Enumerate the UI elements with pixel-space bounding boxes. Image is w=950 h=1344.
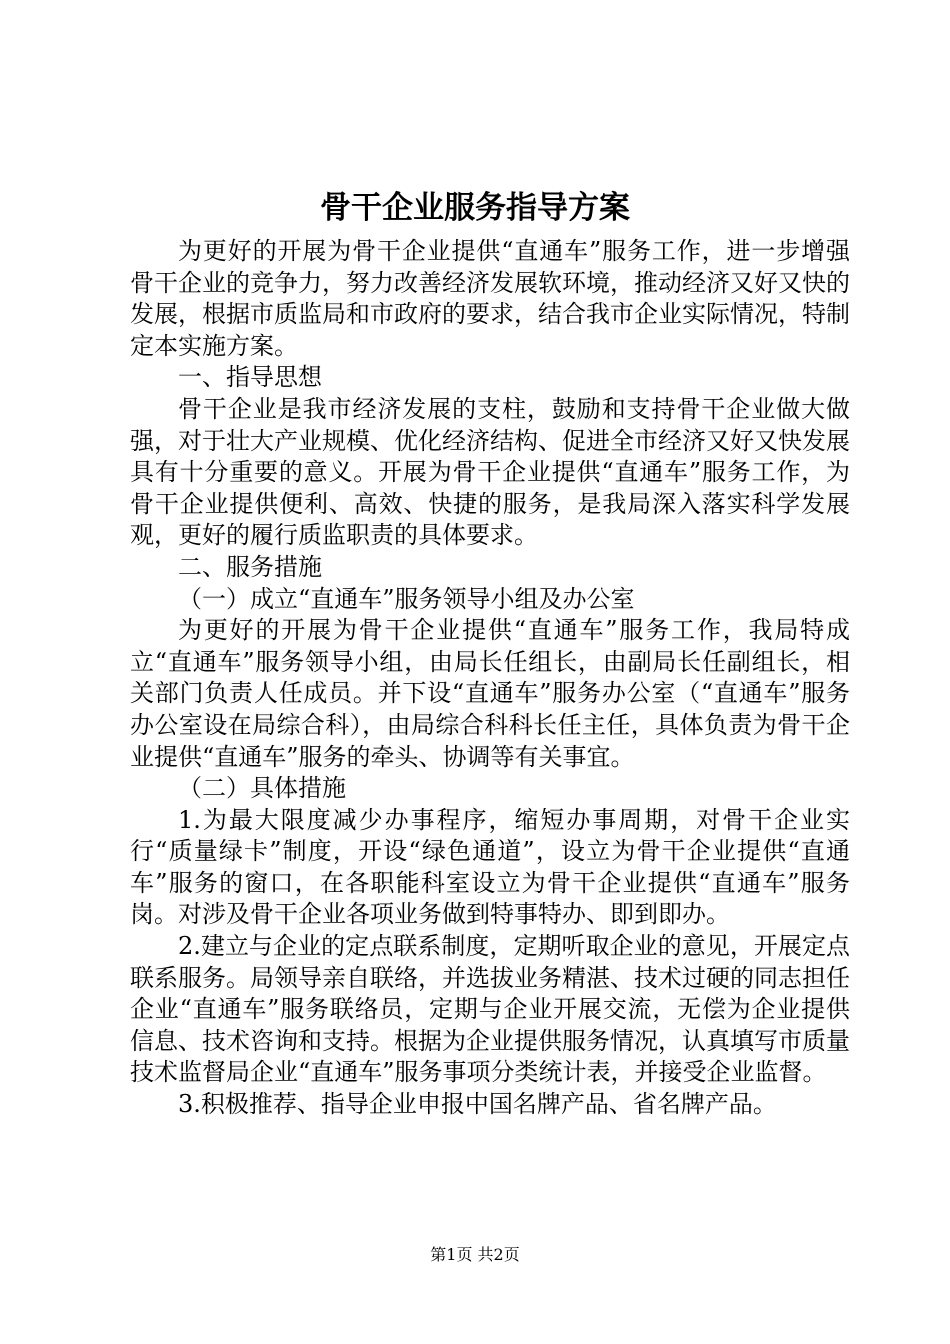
document-body	[130, 236, 850, 1121]
subsection-heading-leading-group: （一）成立“直通车”服务领导小组及办公室	[178, 584, 635, 613]
measure-item-1: 1.为最大限度减少办事程序，缩短办事周期，对骨干企业实行“质量绿卡”制度，开设“绿色通道”，设立为骨干企业提供“直通车”服务的窗口，在各职能科室设立为骨干企业提供“直通车”服务岗。对涉及骨干企业各项业务做到特事特办、即到即办。	[130, 805, 850, 929]
document-title: 骨干企业服务指导方案	[320, 190, 630, 226]
measure-item-3: 3.积极推荐、指导企业申报中国名牌产品、省名牌产品。	[178, 1090, 777, 1119]
guiding-ideology-paragraph: 骨干企业是我市经济发展的支柱，鼓励和支持骨干企业做大做强，对于壮大产业规模、优化经济结构、促进全市经济又好又快发展具有十分重要的意义。开展为骨干企业提供“直通车”服务工作，为骨干企业提供便利、高效、快捷的服务，是我局深入落实科学发展观，更好的履行质监职责的具体要求。	[130, 394, 850, 550]
measure-item-2: 2.建立与企业的定点联系制度，定期听取企业的意见，开展定点联系服务。局领导亲自联络，并选拔业务精湛、技术过硬的同志担任企业“直通车”服务联络员，定期与企业开展交流，无偿为企业提供信息、技术咨询和支持。根据为企业提供服务情况，认真填写市质量技术监督局企业“直通车”服务事项分类统计表，并接受企业监督。	[130, 932, 850, 1087]
intro-paragraph: 为更好的开展为骨干企业提供“直通车”服务工作，进一步增强骨干企业的竞争力，努力改善经济发展软环境，推动经济又好又快的发展，根据市质监局和市政府的要求，结合我市企业实际情况，特制定本实施方案。	[130, 237, 850, 360]
page-footer: 第1页 共2页	[430, 1245, 520, 1264]
section-heading-service-measures: 二、服务措施	[178, 552, 322, 581]
subsection-heading-specific-measures: （二）具体措施	[178, 774, 346, 803]
leading-group-paragraph: 为更好的开展为骨干企业提供“直通车”服务工作，我局特成立“直通车”服务领导小组，由局长任组长，由副局长任副组长，相关部门负责人任成员。并下设“直通车”服务办公室（“直通车”服务办公室设在局综合科），由局综合科科长任主任，具体负责为骨干企业提供“直通车”服务的牵头、协调等有关事宜。	[130, 616, 850, 771]
section-heading-guiding-ideology: 一、指导思想	[178, 363, 322, 392]
